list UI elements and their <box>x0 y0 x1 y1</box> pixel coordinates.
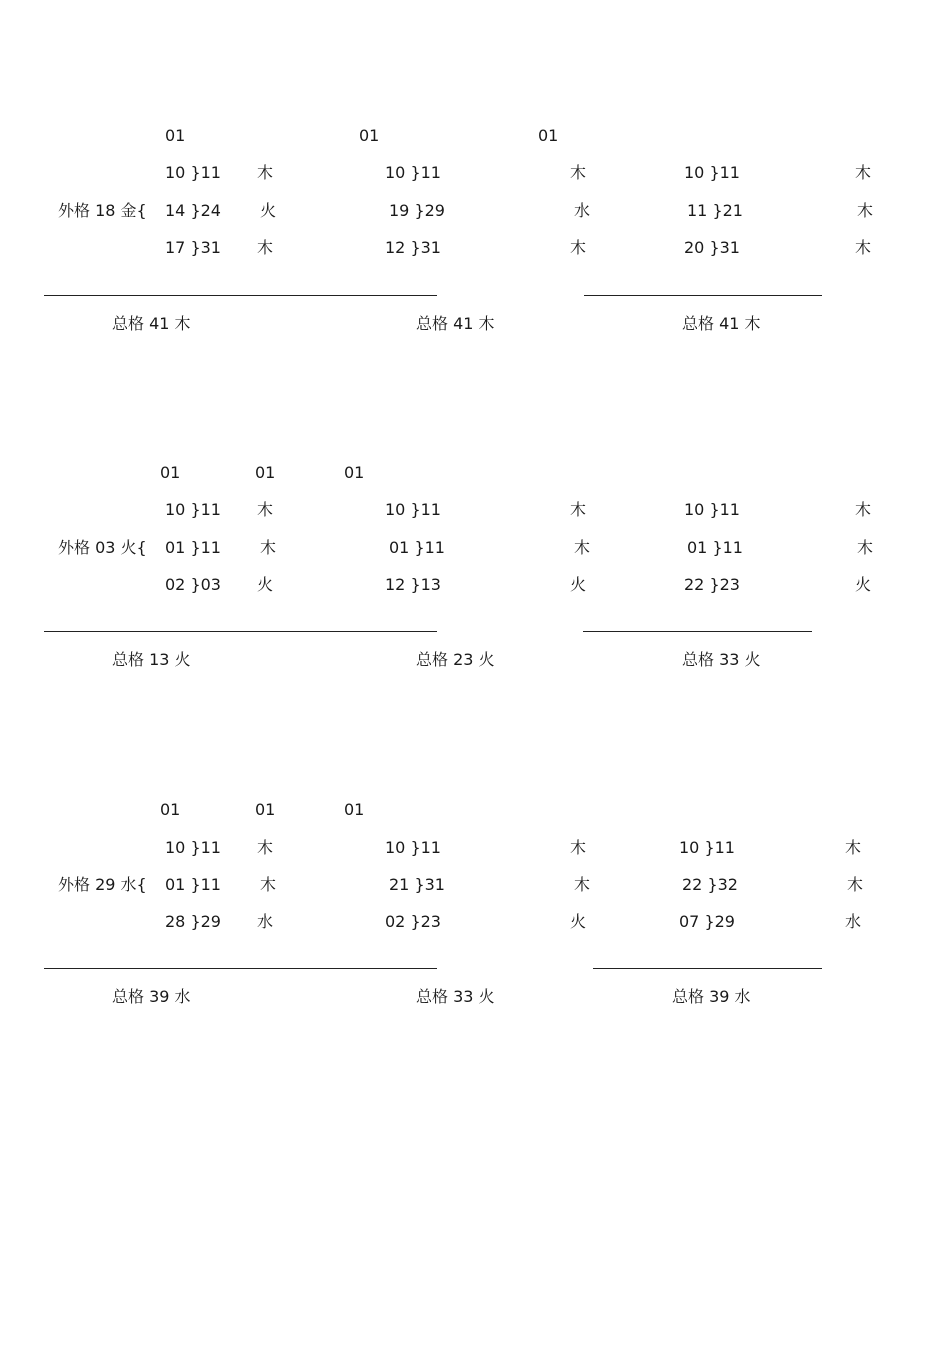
grid-element: 木 <box>257 238 274 257</box>
grid-element: 木 <box>260 875 277 894</box>
grid-value: 01 }11 <box>165 538 221 557</box>
grid-value: 20 }31 <box>684 238 740 257</box>
total-grid: 总格 41 木 <box>416 314 495 333</box>
grid-value: 11 }21 <box>687 201 743 220</box>
grid-element: 火 <box>257 575 274 594</box>
divider-line <box>44 295 437 296</box>
top-number: 01 <box>344 800 365 819</box>
grid-value: 07 }29 <box>679 912 735 931</box>
outer-grid-label: 外格 29 水{ <box>58 875 147 894</box>
total-grid: 总格 41 木 <box>112 314 191 333</box>
grid-value: 12 }13 <box>385 575 441 594</box>
grid-value: 17 }31 <box>165 238 221 257</box>
grid-element: 木 <box>855 163 872 182</box>
grid-element: 水 <box>574 201 591 220</box>
grid-value: 10 }11 <box>684 500 740 519</box>
name-analysis-block-3 <box>0 800 950 1100</box>
grid-value: 21 }31 <box>389 875 445 894</box>
grid-element: 木 <box>257 838 274 857</box>
top-number: 01 <box>255 800 276 819</box>
total-grid: 总格 23 火 <box>416 650 495 669</box>
grid-element: 木 <box>855 238 872 257</box>
grid-value: 01 }11 <box>687 538 743 557</box>
divider-line <box>583 631 812 632</box>
grid-element: 木 <box>847 875 864 894</box>
name-analysis-block-1 <box>0 126 950 426</box>
grid-value: 22 }23 <box>684 575 740 594</box>
grid-element: 木 <box>570 500 587 519</box>
total-grid: 总格 33 火 <box>682 650 761 669</box>
top-number: 01 <box>160 800 181 819</box>
grid-element: 木 <box>857 538 874 557</box>
grid-element: 火 <box>570 912 587 931</box>
outer-grid-label: 外格 18 金{ <box>58 201 147 220</box>
grid-element: 火 <box>855 575 872 594</box>
grid-element: 木 <box>570 163 587 182</box>
grid-value: 12 }31 <box>385 238 441 257</box>
grid-value: 10 }11 <box>165 163 221 182</box>
grid-value: 02 }03 <box>165 575 221 594</box>
grid-element: 木 <box>260 538 277 557</box>
total-grid: 总格 13 火 <box>112 650 191 669</box>
grid-value: 10 }11 <box>385 838 441 857</box>
grid-element: 水 <box>257 912 274 931</box>
grid-element: 木 <box>574 538 591 557</box>
grid-value: 02 }23 <box>385 912 441 931</box>
grid-element: 木 <box>855 500 872 519</box>
grid-element: 火 <box>570 575 587 594</box>
divider-line <box>584 295 822 296</box>
grid-value: 10 }11 <box>684 163 740 182</box>
grid-element: 木 <box>570 838 587 857</box>
top-number: 01 <box>165 126 186 145</box>
outer-grid-label: 外格 03 火{ <box>58 538 147 557</box>
grid-element: 木 <box>257 500 274 519</box>
grid-value: 10 }11 <box>679 838 735 857</box>
total-grid: 总格 39 水 <box>672 987 751 1006</box>
divider-line <box>44 631 437 632</box>
top-number: 01 <box>359 126 380 145</box>
grid-value: 10 }11 <box>385 500 441 519</box>
top-number: 01 <box>160 463 181 482</box>
top-number: 01 <box>255 463 276 482</box>
divider-line <box>593 968 822 969</box>
total-grid: 总格 41 木 <box>682 314 761 333</box>
grid-element: 木 <box>570 238 587 257</box>
grid-value: 19 }29 <box>389 201 445 220</box>
divider-line <box>44 968 437 969</box>
grid-value: 14 }24 <box>165 201 221 220</box>
grid-value: 10 }11 <box>385 163 441 182</box>
grid-element: 木 <box>257 163 274 182</box>
grid-value: 01 }11 <box>165 875 221 894</box>
grid-element: 水 <box>845 912 862 931</box>
top-number: 01 <box>344 463 365 482</box>
grid-element: 木 <box>857 201 874 220</box>
total-grid: 总格 33 火 <box>416 987 495 1006</box>
grid-element: 木 <box>574 875 591 894</box>
grid-value: 22 }32 <box>682 875 738 894</box>
name-analysis-block-2 <box>0 463 950 763</box>
top-number: 01 <box>538 126 559 145</box>
grid-value: 01 }11 <box>389 538 445 557</box>
grid-value: 10 }11 <box>165 838 221 857</box>
grid-value: 10 }11 <box>165 500 221 519</box>
total-grid: 总格 39 水 <box>112 987 191 1006</box>
grid-element: 火 <box>260 201 277 220</box>
grid-value: 28 }29 <box>165 912 221 931</box>
grid-element: 木 <box>845 838 862 857</box>
